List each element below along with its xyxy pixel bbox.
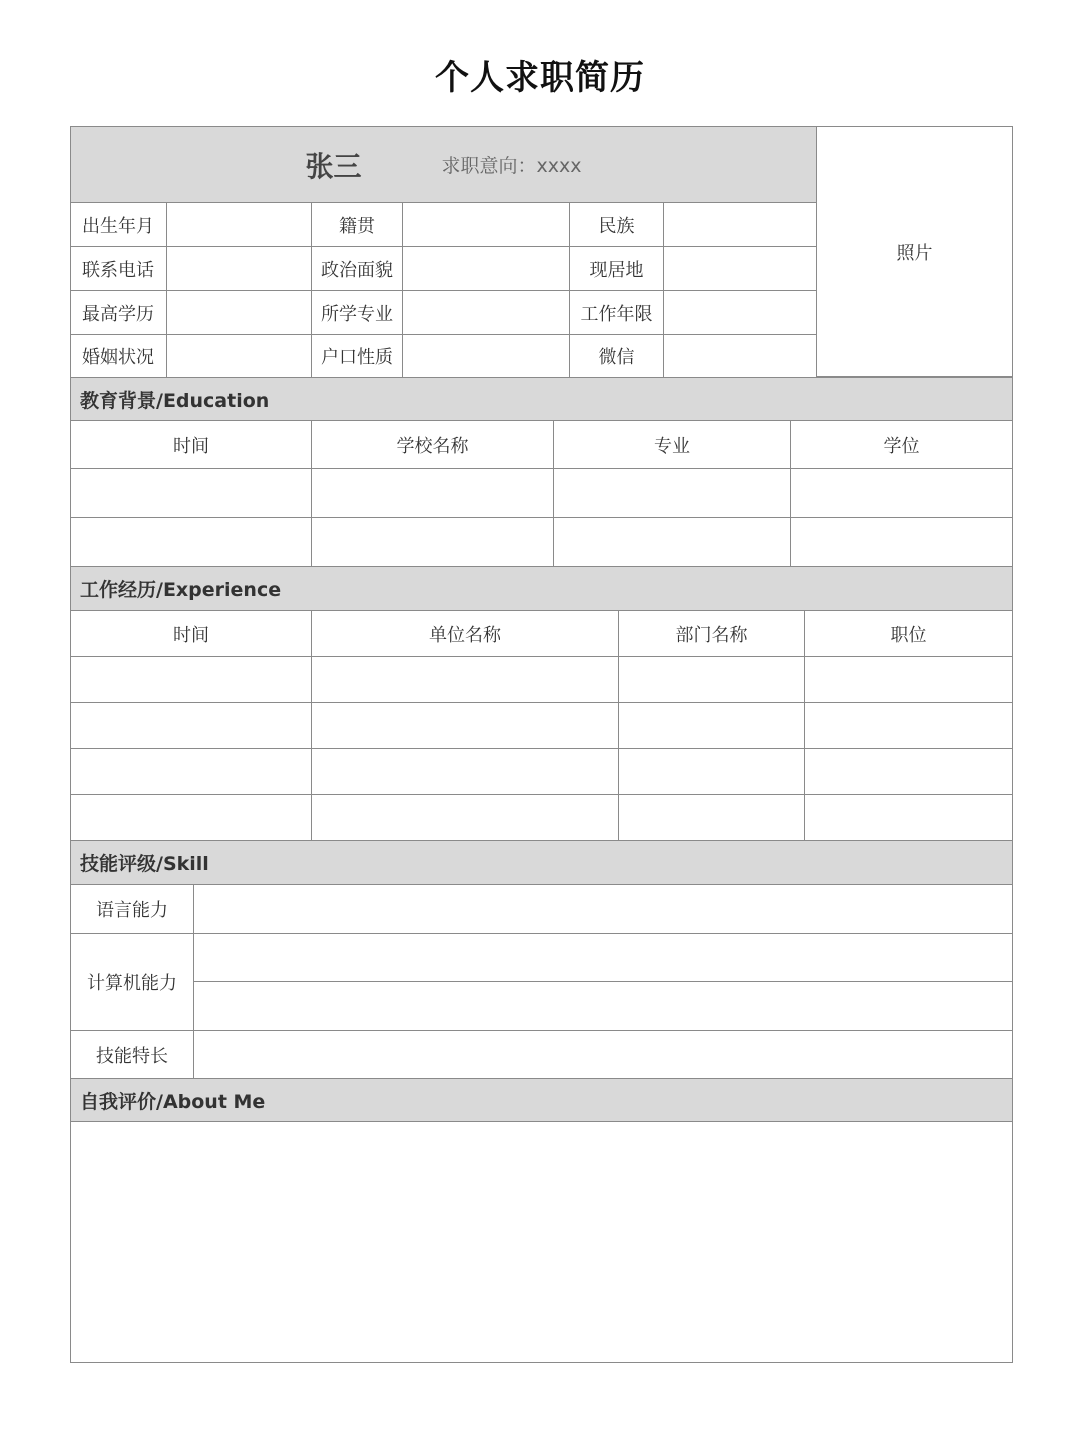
exp-cell[interactable] <box>804 794 1013 841</box>
candidate-name: 张三 <box>305 149 362 183</box>
exp-cell[interactable] <box>70 748 312 795</box>
exp-cell[interactable] <box>618 748 805 795</box>
edu-cell[interactable] <box>790 517 1013 567</box>
exp-cell[interactable] <box>804 702 1013 749</box>
edu-col-time: 时间 <box>70 420 312 469</box>
native-place-label: 籍贯 <box>311 202 403 247</box>
phone-value[interactable] <box>166 246 312 291</box>
exp-col-time: 时间 <box>70 610 312 657</box>
residence-label: 现居地 <box>569 246 664 291</box>
job-intent: 求职意向：xxxx <box>441 155 582 177</box>
edu-cell[interactable] <box>70 517 312 567</box>
exp-cell[interactable] <box>70 656 312 703</box>
birth-value[interactable] <box>166 202 312 247</box>
computer-ability-value[interactable] <box>193 981 1013 1031</box>
ethnicity-label: 民族 <box>569 202 664 247</box>
wechat-value[interactable] <box>663 334 817 378</box>
wechat-label: 微信 <box>569 334 664 378</box>
name-header <box>70 126 817 203</box>
computer-ability-label: 计算机能力 <box>70 933 194 1031</box>
edu-cell[interactable] <box>553 517 791 567</box>
exp-col-position: 职位 <box>804 610 1013 657</box>
exp-cell[interactable] <box>311 656 619 703</box>
degree-label: 最高学历 <box>70 290 167 335</box>
hukou-value[interactable] <box>402 334 570 378</box>
experience-section-title: 工作经历/Experience <box>70 566 1013 611</box>
exp-cell[interactable] <box>804 656 1013 703</box>
education-section-title: 教育背景/Education <box>70 377 1013 421</box>
special-skill-value[interactable] <box>193 1030 1013 1079</box>
political-label: 政治面貌 <box>311 246 403 291</box>
edu-cell[interactable] <box>70 468 312 518</box>
hukou-label: 户口性质 <box>311 334 403 378</box>
marital-label: 婚姻状况 <box>70 334 167 378</box>
skill-section-title: 技能评级/Skill <box>70 840 1013 885</box>
phone-label: 联系电话 <box>70 246 167 291</box>
language-ability-label: 语言能力 <box>70 884 194 934</box>
edu-cell[interactable] <box>311 517 554 567</box>
residence-value[interactable] <box>663 246 817 291</box>
degree-value[interactable] <box>166 290 312 335</box>
birth-label: 出生年月 <box>70 202 167 247</box>
edu-cell[interactable] <box>311 468 554 518</box>
exp-col-department: 部门名称 <box>618 610 805 657</box>
marital-value[interactable] <box>166 334 312 378</box>
page-title: 个人求职简历 <box>435 58 645 98</box>
exp-cell[interactable] <box>618 702 805 749</box>
exp-cell[interactable] <box>70 794 312 841</box>
major-value[interactable] <box>402 290 570 335</box>
exp-col-company: 单位名称 <box>311 610 619 657</box>
about-me-textarea[interactable] <box>70 1121 1013 1363</box>
exp-cell[interactable] <box>618 656 805 703</box>
edu-col-major: 专业 <box>553 420 791 469</box>
photo-box[interactable]: 照片 <box>816 126 1013 377</box>
language-ability-value[interactable] <box>193 884 1013 934</box>
political-value[interactable] <box>402 246 570 291</box>
edu-col-school: 学校名称 <box>311 420 554 469</box>
exp-cell[interactable] <box>804 748 1013 795</box>
work-years-label: 工作年限 <box>569 290 664 335</box>
edu-cell[interactable] <box>553 468 791 518</box>
exp-cell[interactable] <box>311 794 619 841</box>
computer-ability-value[interactable] <box>193 933 1013 982</box>
work-years-value[interactable] <box>663 290 817 335</box>
ethnicity-value[interactable] <box>663 202 817 247</box>
special-skill-label: 技能特长 <box>70 1030 194 1079</box>
native-place-value[interactable] <box>402 202 570 247</box>
exp-cell[interactable] <box>70 702 312 749</box>
about-section-title: 自我评价/About Me <box>70 1078 1013 1122</box>
exp-cell[interactable] <box>311 702 619 749</box>
major-label: 所学专业 <box>311 290 403 335</box>
exp-cell[interactable] <box>618 794 805 841</box>
edu-cell[interactable] <box>790 468 1013 518</box>
exp-cell[interactable] <box>311 748 619 795</box>
edu-col-degree: 学位 <box>790 420 1013 469</box>
